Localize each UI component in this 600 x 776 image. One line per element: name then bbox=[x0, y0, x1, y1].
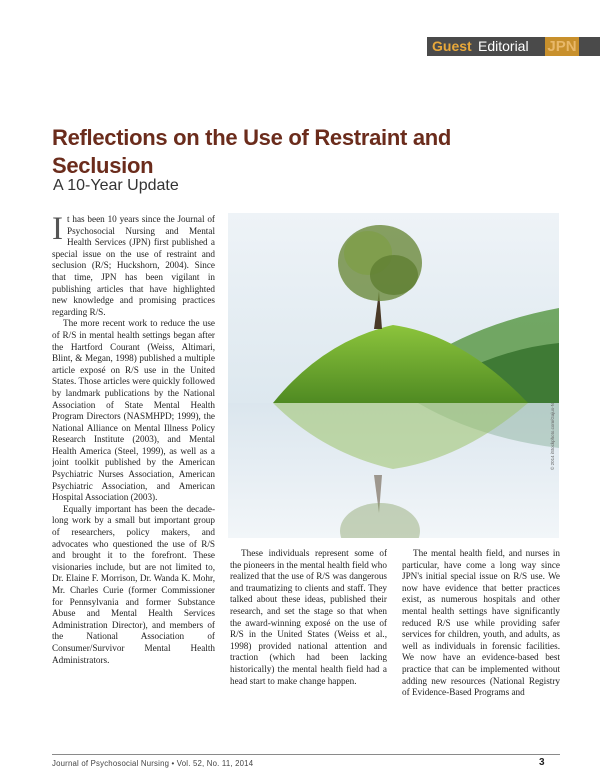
paragraph: These individuals represent some of the pioneers in the mental health field who realized that the use of R/S was dangerous and traumatizing to clients and staff. They talked about these ideas, published their research, and set the stage so that when the award-winning exposé on the use of R/S in the United States (Weiss et al., 1998) provided national attention and traction (which had been lacking historically) the mental health field had a head start to make change happen. bbox=[230, 548, 387, 686]
photo-credit: © 2014 iStockphoto.com/Gajus-N bbox=[550, 403, 555, 470]
footer-rule bbox=[52, 754, 560, 755]
journal-logo: JPN bbox=[545, 37, 579, 56]
article-subtitle: A 10-Year Update bbox=[53, 177, 179, 194]
text-column-3 bbox=[402, 548, 560, 744]
footer-journal-citation: Journal of Psychosocial Nursing • Vol. 52, No. 11, 2014 bbox=[52, 759, 254, 768]
text-column-1 bbox=[52, 214, 215, 742]
paragraph: The mental health field, and nurses in particular, have come a long way since JPN's initial special issue on R/S use. We now have evidence that better practices exist, as numerous hospitals and other mental health settings have significantly reduced R/S use while providing safer services for children, youth, and adults, as well as individuals in forensic facilities. We now have an evidence-based best practice that can be implemented without adding new resources (National Registry of Evidence-Based Programs and bbox=[402, 548, 560, 698]
text-column-2 bbox=[230, 548, 387, 744]
tree-island-photo bbox=[228, 213, 559, 538]
paragraph: Equally important has been the decade-long work by a small but important group of researchers, policy makers, and advocates who questioned the use of R/S and brought it to the forefront. These visionaries include, but are not limited to, Dr. Elaine F. Morrison, Dr. Wanda K. Mohr, Mr. Charles Curie (former Commissioner for Pennsylvania and former Substance Abuse and Mental Health Services Administration Director), and members of the National Association of Consumer/Survivor Mental Health Administrators. bbox=[52, 503, 215, 665]
section-label-editorial: Editorial bbox=[478, 38, 529, 54]
section-label-guest: Guest bbox=[432, 38, 472, 54]
drop-cap: I bbox=[52, 214, 63, 247]
paragraph: It has been 10 years since the Journal of Psychosocial Nursing and Mental Health Services (JPN) first published a special issue on the use of restraint and seclusion (R/S; Huckshorn, 2004). Since that time, JPN has been vigilant in publishing articles that have highlighted new knowledge and promising practices regarding R/S. bbox=[52, 214, 215, 317]
page-number: 3 bbox=[539, 757, 545, 768]
article-title: Reflections on the Use of Restraint and Seclusion bbox=[52, 125, 452, 178]
paragraph: The more recent work to reduce the use of R/S in mental health settings began after the Hartford Courant (Weiss, Altimari, Blint, & Megan, 1998) published a multiple article exposé on R/S use in the United States. Those articles were quickly followed by landmark publications by the National Association of State Mental Health Program Directors (NASMHPD; 1999), the National Alliance on Mental Illness Policy Research Institute (2003), and Mental Health America (Steel, 1999), as well as a joint toolkit published by the American Psychiatric Nurses Association, American Psychiatric Association, and American Hospital Association (2003). bbox=[52, 318, 215, 503]
